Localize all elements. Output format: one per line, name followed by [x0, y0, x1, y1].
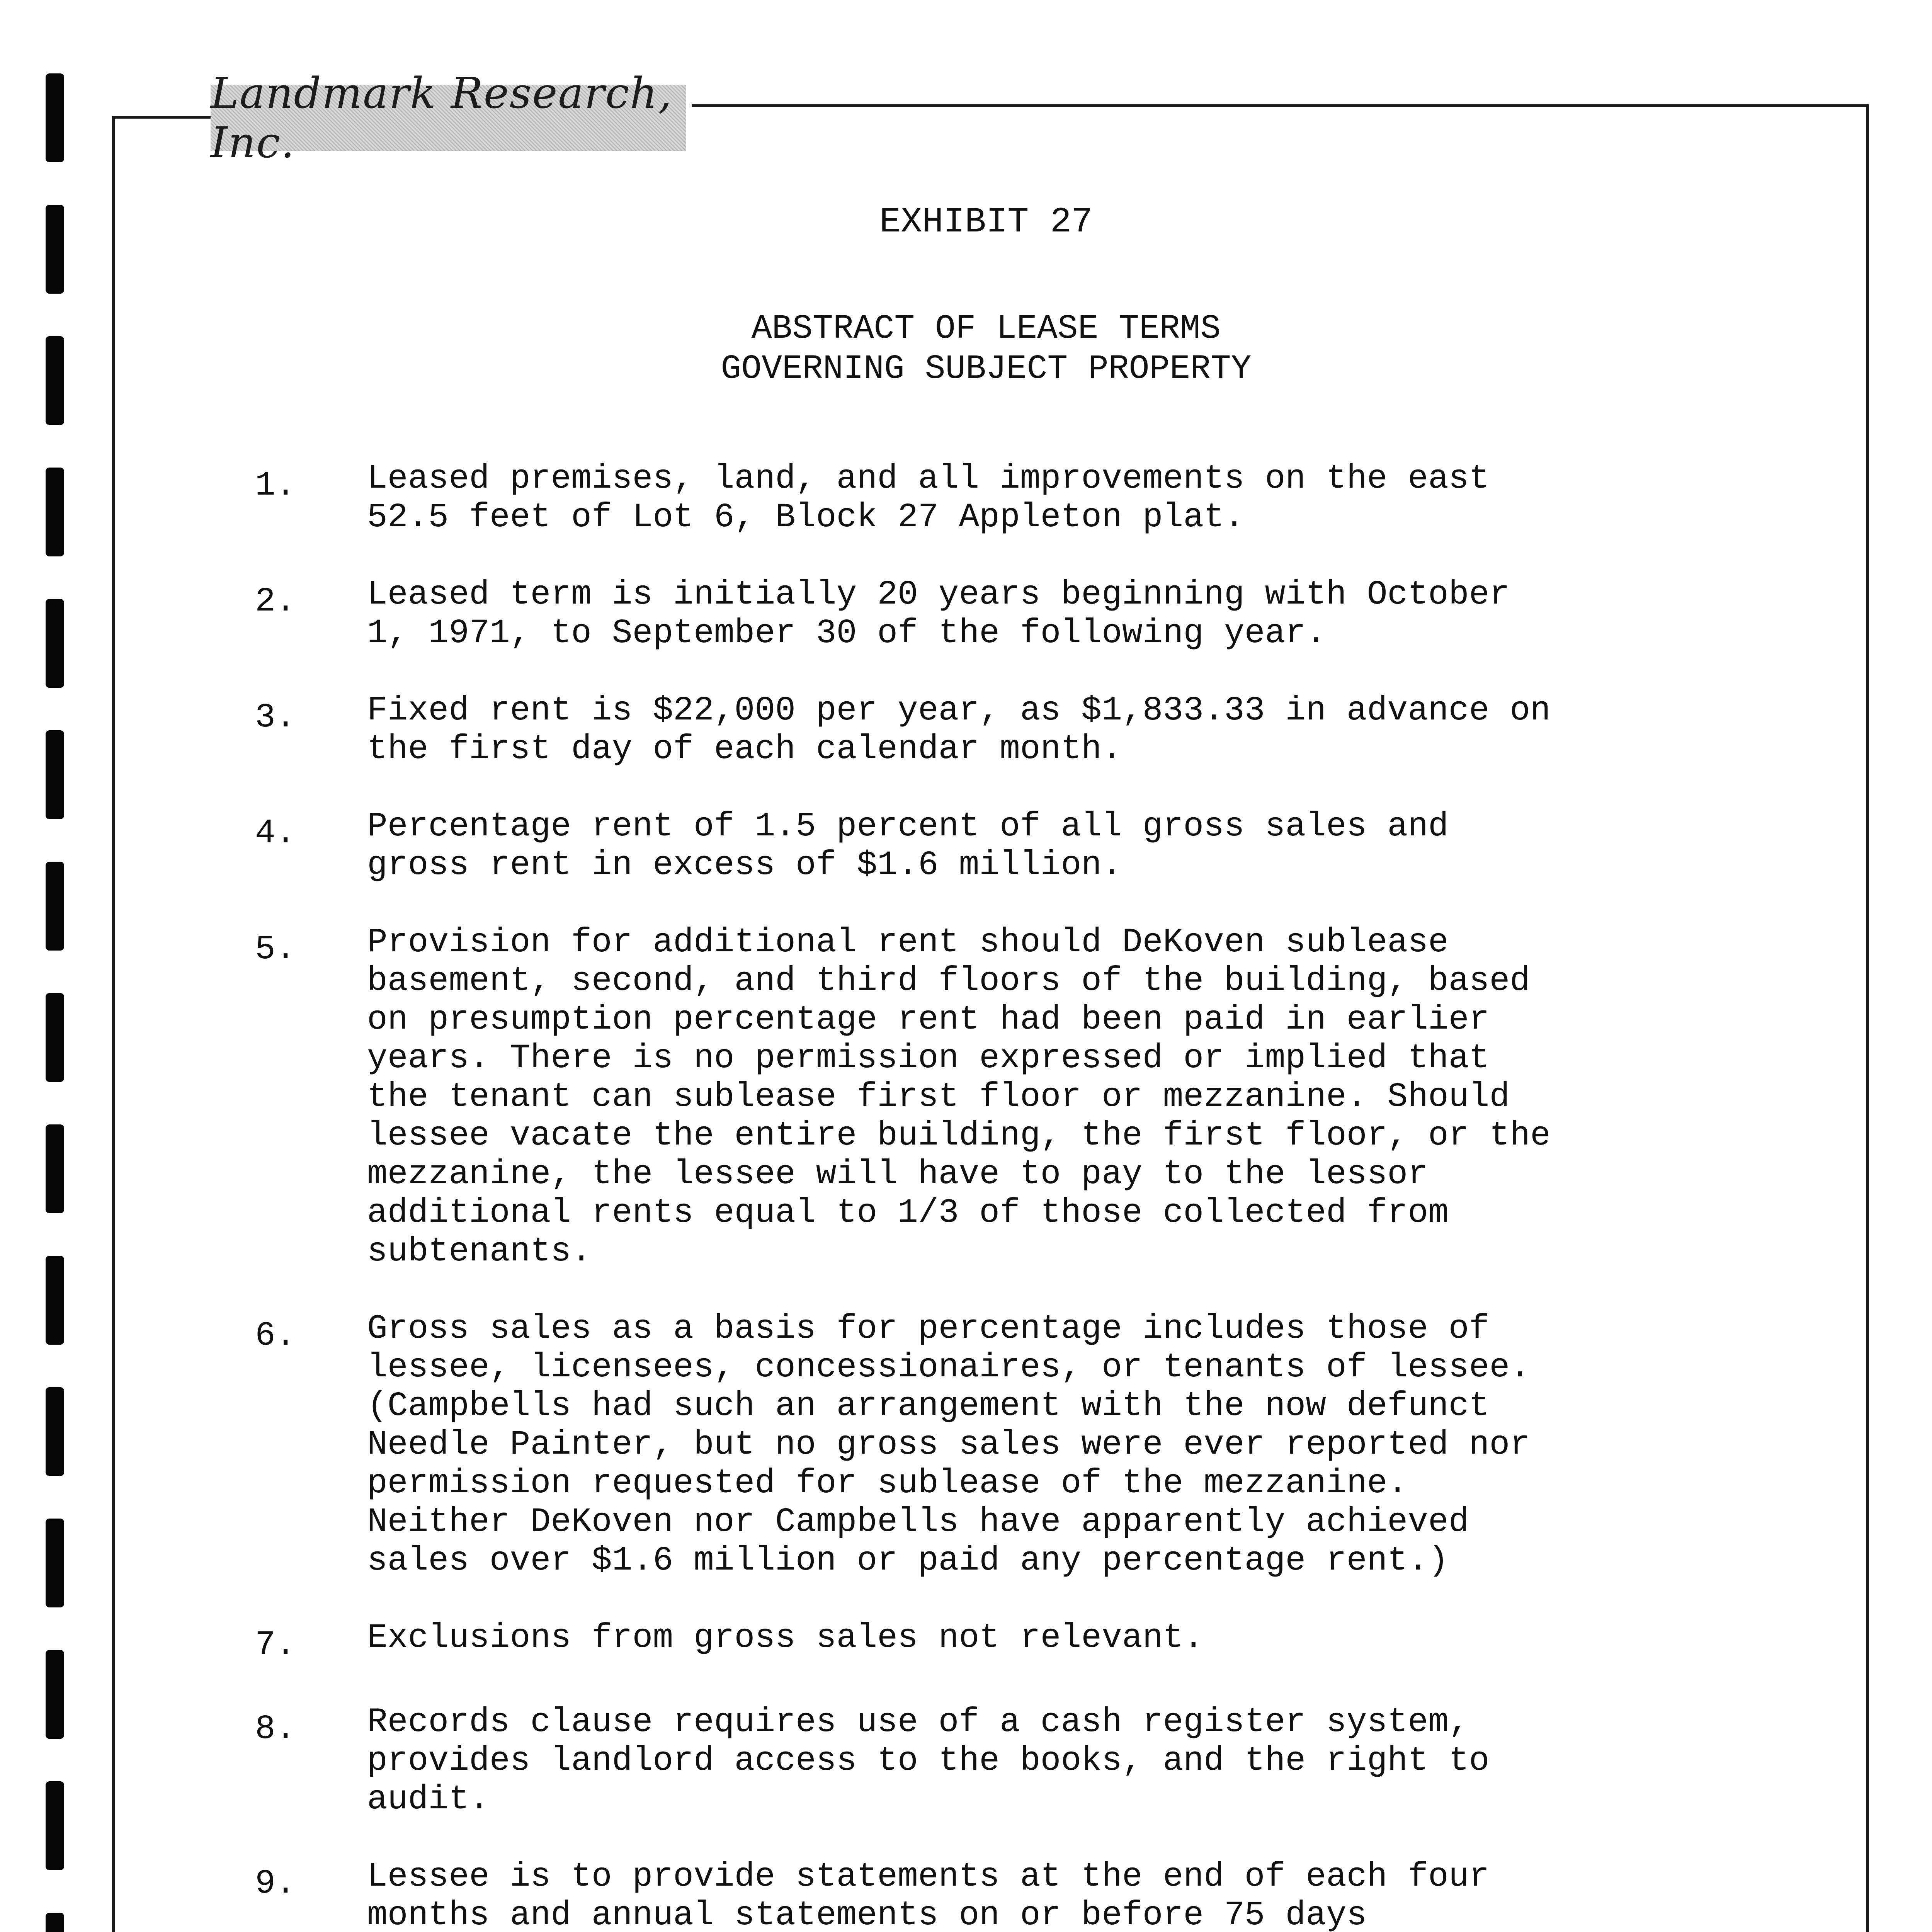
- item-text: Records clause requires use of a cash register system, provides landlord access to the books, and the right to audit.: [367, 1703, 1490, 1819]
- lease-term-item: [255, 1703, 1839, 1819]
- item-text: Gross sales as a basis for percentage includes those of lessee, licensees, concessionaires, or tenants of lessee. (Campbells had such an arrangement with the now defunct Needle Painter, but no gross sales were ever reported nor permission requested for sublease of the mezzanine. Neither DeKoven nor Campbells have apparently achieved sales over $1.6 million or paid any percentage rent.): [367, 1310, 1531, 1580]
- item-number: 9.: [255, 1865, 296, 1903]
- item-number: 2.: [255, 583, 296, 621]
- lease-term-item: [255, 1310, 1839, 1580]
- binding-mark: [46, 1650, 64, 1739]
- lease-term-item: [255, 1858, 1839, 1932]
- binding-mark: [46, 1519, 64, 1607]
- company-logo: Landmark Research, Inc.: [211, 85, 686, 151]
- item-text: Percentage rent of 1.5 percent of all gross sales and gross rent in excess of $1.6 million.: [367, 808, 1449, 884]
- binding-mark: [46, 730, 64, 819]
- lease-term-item: [255, 808, 1839, 885]
- item-number: 6.: [255, 1317, 296, 1355]
- binding-mark: [46, 73, 64, 162]
- binding-mark: [46, 1781, 64, 1870]
- binding-mark: [46, 993, 64, 1082]
- item-text: Leased premises, land, and all improvements on the east 52.5 feet of Lot 6, Block 27 Appleton plat.: [367, 460, 1490, 537]
- exhibit-title: EXHIBIT 27: [879, 202, 1093, 242]
- document-heading: [0, 309, 1932, 389]
- item-text: Exclusions from gross sales not relevant.: [367, 1619, 1204, 1657]
- item-number: 5.: [255, 930, 296, 969]
- binding-mark: [46, 599, 64, 688]
- heading-line-1: ABSTRACT OF LEASE TERMS: [751, 310, 1221, 348]
- lease-term-item: [255, 576, 1839, 653]
- binding-holes: [46, 0, 69, 1932]
- item-text: Provision for additional rent should DeKoven sublease basement, second, and third floors of the building, based on presumption percentage rent had been paid in earlier years. There is no permission expressed or implied that the tenant can sublease first floor or mezzanine. Should lessee vacate the entire building, the first floor, or the mezzanine, the lessee will have to pay to the lessor additional rents equal to 1/3 of those collected from subtenants.: [367, 923, 1551, 1271]
- item-number: 1.: [255, 467, 296, 505]
- lease-term-item: [255, 460, 1839, 537]
- binding-mark: [46, 468, 64, 556]
- lease-term-item: [255, 1619, 1839, 1665]
- binding-mark: [46, 1124, 64, 1213]
- binding-mark: [46, 1387, 64, 1476]
- binding-mark: [46, 862, 64, 951]
- item-number: 8.: [255, 1710, 296, 1748]
- item-number: 7.: [255, 1626, 296, 1664]
- binding-mark: [46, 1256, 64, 1345]
- item-text: Leased term is initially 20 years beginning with October 1, 1971, to September 30 of the following year.: [367, 576, 1510, 653]
- lease-term-item: [255, 923, 1839, 1271]
- binding-mark: [46, 1913, 64, 1932]
- heading-line-2: GOVERNING SUBJECT PROPERTY: [721, 350, 1252, 388]
- item-number: 4.: [255, 815, 296, 853]
- item-number: 3.: [255, 699, 296, 737]
- lease-terms-list: [255, 460, 1839, 1932]
- item-text: Fixed rent is $22,000 per year, as $1,833.33 in advance on the first day of each calendar month.: [367, 692, 1551, 769]
- item-text: Lessee is to provide statements at the end of each four months and annual statements on or before 75 days: [367, 1858, 1490, 1932]
- lease-term-item: [255, 692, 1839, 769]
